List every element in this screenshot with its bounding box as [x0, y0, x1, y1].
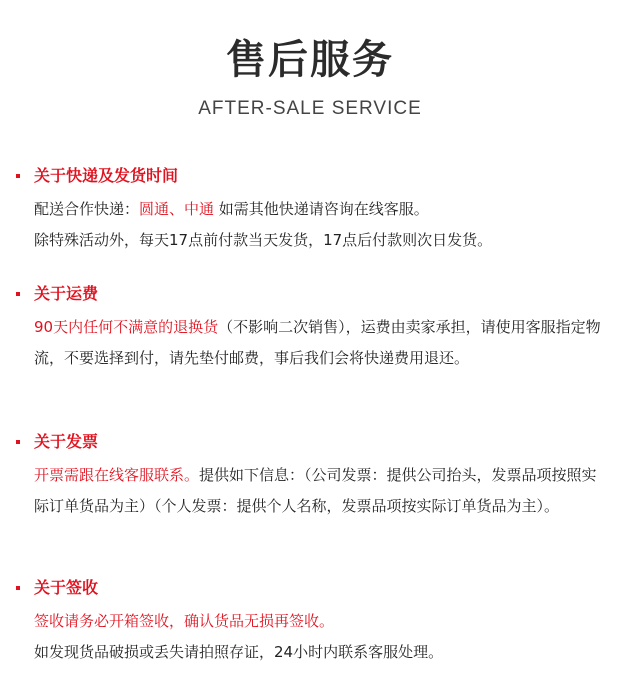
- invoice-highlight: 开票需跟在线客服联系。: [34, 466, 200, 484]
- section-title: 关于快递及发货时间: [34, 166, 179, 185]
- bullet-icon: [16, 440, 20, 444]
- section-heading: [16, 576, 606, 600]
- page-subtitle: AFTER-SALE SERVICE: [198, 98, 422, 119]
- invoice-text: [34, 460, 606, 522]
- page-title: 售后服务: [226, 37, 394, 83]
- section-shipping: [16, 164, 606, 256]
- section-receipt: [16, 576, 606, 668]
- section-title: 关于运费: [34, 284, 99, 303]
- text-rest: 如需其他快递请咨询在线客服。: [214, 200, 429, 218]
- shipping-couriers-text: [34, 194, 606, 225]
- section-freight: [16, 282, 606, 374]
- section-heading: [16, 164, 606, 188]
- courier-highlight: 圆通、中通: [139, 200, 215, 218]
- receipt-highlight: 签收请务必开箱签收，确认货品无损再签收。: [34, 612, 335, 630]
- bullet-icon: [16, 174, 20, 178]
- receipt-damage-text: 如发现货品破损或丢失请拍照存证，24小时内联系客服处理。: [34, 643, 444, 661]
- shipping-time-text: 除特殊活动外，每天17点前付款当天发货，17点后付款则次日发货。: [34, 231, 493, 249]
- section-heading: [16, 282, 606, 306]
- section-heading: [16, 430, 606, 454]
- bullet-icon: [16, 292, 20, 296]
- section-title: 关于签收: [34, 578, 99, 597]
- bullet-icon: [16, 586, 20, 590]
- freight-text: [34, 312, 606, 374]
- text-rest: （不影响二次销售），运费由卖家承担，请使用客服指定物流，不要选择到付，请先垫付邮费，事后我们会将快递费用退还。: [34, 318, 601, 367]
- section-invoice: [16, 430, 606, 522]
- text-lead: 配送合作快递：: [34, 200, 140, 218]
- text-rest: 提供如下信息：（公司发票：提供公司抬头，发票品项按照实际订单货品为主）（个人发票：提供个人名称，发票品项按实际订单货品为主）。: [34, 466, 597, 515]
- return-policy-highlight: 90天内任何不满意的退换货: [34, 318, 219, 336]
- section-title: 关于发票: [34, 432, 99, 451]
